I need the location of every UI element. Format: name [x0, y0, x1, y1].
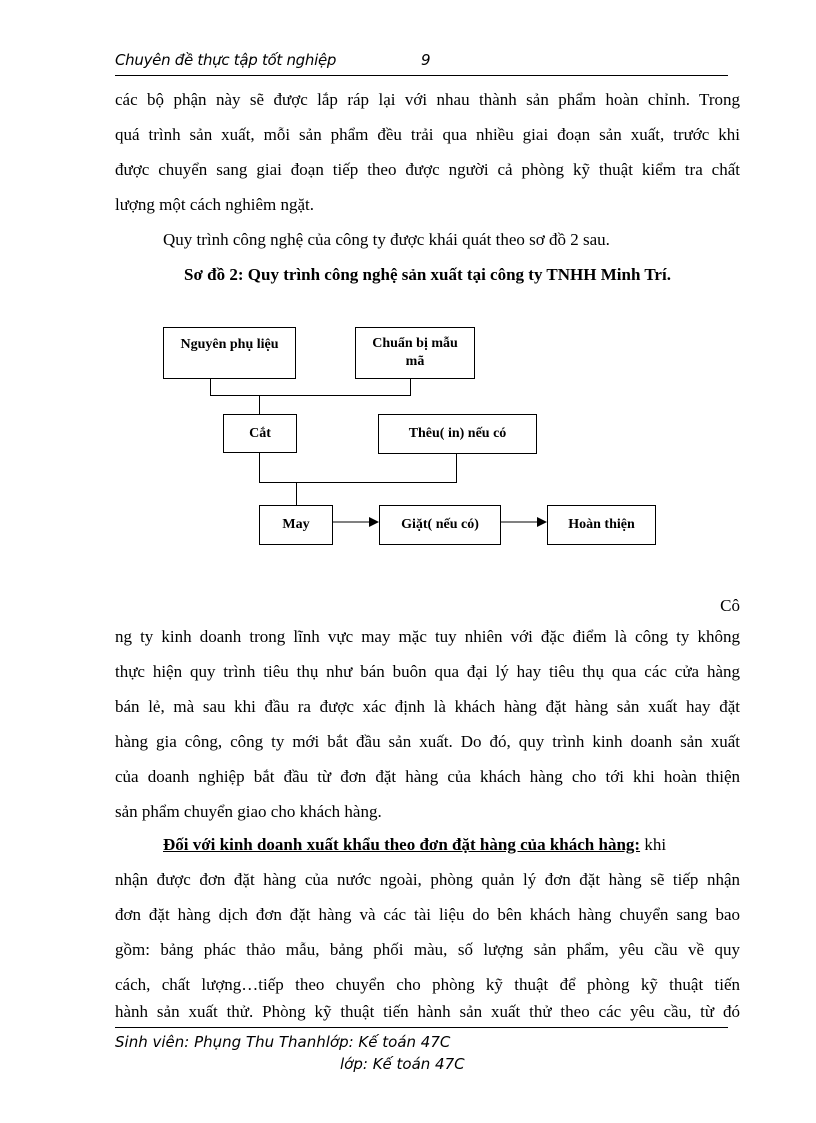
connector-line — [210, 379, 211, 395]
paragraph-heading-tail: khi — [640, 835, 667, 854]
body-line: lượng một cách nghiêm ngặt. — [115, 195, 315, 214]
running-header-title: Chuyên đề thực tập tốt nghiệp — [115, 51, 337, 69]
body-line: ng ty kinh doanh trong lĩnh vực may mặc tuy nhiên với đặc điểm là công ty không — [115, 627, 740, 646]
body-line: hàng gia công, công ty mới bắt đầu sản xuất. Do đó, quy trình kinh doanh sản xuất — [115, 732, 740, 751]
header-rule — [115, 75, 728, 76]
page-number: 9 — [421, 51, 431, 69]
footer-rule — [115, 1027, 728, 1028]
node-giat: Giặt( nếu có) — [379, 505, 501, 545]
arrow-giat-to-hoan-thien — [501, 515, 547, 529]
body-line: cách, chất lượng…tiếp theo chuyển cho phòng kỹ thuật để phòng kỹ thuật tiến — [115, 975, 740, 994]
body-line-start: Cô — [720, 596, 740, 615]
node-hoan-thien: Hoàn thiện — [547, 505, 656, 545]
body-line: bán lẻ, mà sau khi đầu ra được xác định là khách hàng đặt hàng sản xuất hay đặt — [115, 697, 740, 716]
body-line: được chuyển sang giai đoạn tiếp theo được người cả phòng kỹ thuật kiểm tra chất — [115, 160, 740, 179]
body-line: hành sản xuất thử. Phòng kỹ thuật tiến hành sản xuất thử theo các yêu cầu, từ đó — [115, 1002, 740, 1021]
body-line: của doanh nghiệp bắt đầu từ đơn đặt hàng của khách hàng cho tới khi hoàn thiện — [115, 767, 740, 786]
footer-class: lớp: Kế toán 47C — [340, 1055, 465, 1073]
node-may: May — [259, 505, 333, 545]
connector-line — [296, 482, 297, 505]
footer-student: Sinh viên: Phụng Thu Thanhlớp: Kế toán 47C — [115, 1033, 451, 1051]
paragraph-heading-line — [163, 835, 740, 855]
connector-line — [456, 454, 457, 482]
body-line: thực hiện quy trình tiêu thụ như bán buôn qua đại lý hay tiêu thụ qua các cửa hàng — [115, 662, 740, 681]
connector-line — [259, 395, 260, 414]
body-line: gồm: bảng phác thảo mẫu, bảng phối màu, số lượng sản phẩm, yêu cầu về quy — [115, 940, 740, 959]
body-line: quá trình sản xuất, mỗi sản phẩm đều trải qua nhiều giai đoạn sản xuất, trước khi — [115, 125, 740, 144]
connector-line — [210, 395, 411, 396]
body-line: các bộ phận này sẽ được lắp ráp lại với nhau thành sản phẩm hoàn chỉnh. Trong — [115, 90, 740, 109]
body-line: đơn đặt hàng dịch đơn đặt hàng và các tài liệu do bên khách hàng chuyển sang bao — [115, 905, 740, 924]
node-theu-in: Thêu( in) nếu có — [378, 414, 537, 454]
connector-line — [410, 379, 411, 395]
node-cat: Cắt — [223, 414, 297, 453]
intro-line: Quy trình công nghệ của công ty được khái quát theo sơ đồ 2 sau. — [163, 230, 610, 249]
paragraph-heading: Đối với kinh doanh xuất khẩu theo đơn đặt hàng của khách hàng: — [163, 835, 641, 854]
node-chuan-bi-mau-ma: Chuẩn bị mẫu mã — [355, 327, 475, 379]
connector-line — [259, 453, 260, 482]
body-line: nhận được đơn đặt hàng của nước ngoài, phòng quản lý đơn đặt hàng sẽ tiếp nhận — [115, 870, 740, 889]
arrow-may-to-giat — [333, 515, 379, 529]
node-nguyen-phu-lieu: Nguyên phụ liệu — [163, 327, 296, 379]
connector-line — [259, 482, 457, 483]
body-line: sản phẩm chuyển giao cho khách hàng. — [115, 802, 382, 821]
diagram-title: Sơ đồ 2: Quy trình công nghệ sản xuất tại công ty TNHH Minh Trí. — [184, 265, 671, 284]
